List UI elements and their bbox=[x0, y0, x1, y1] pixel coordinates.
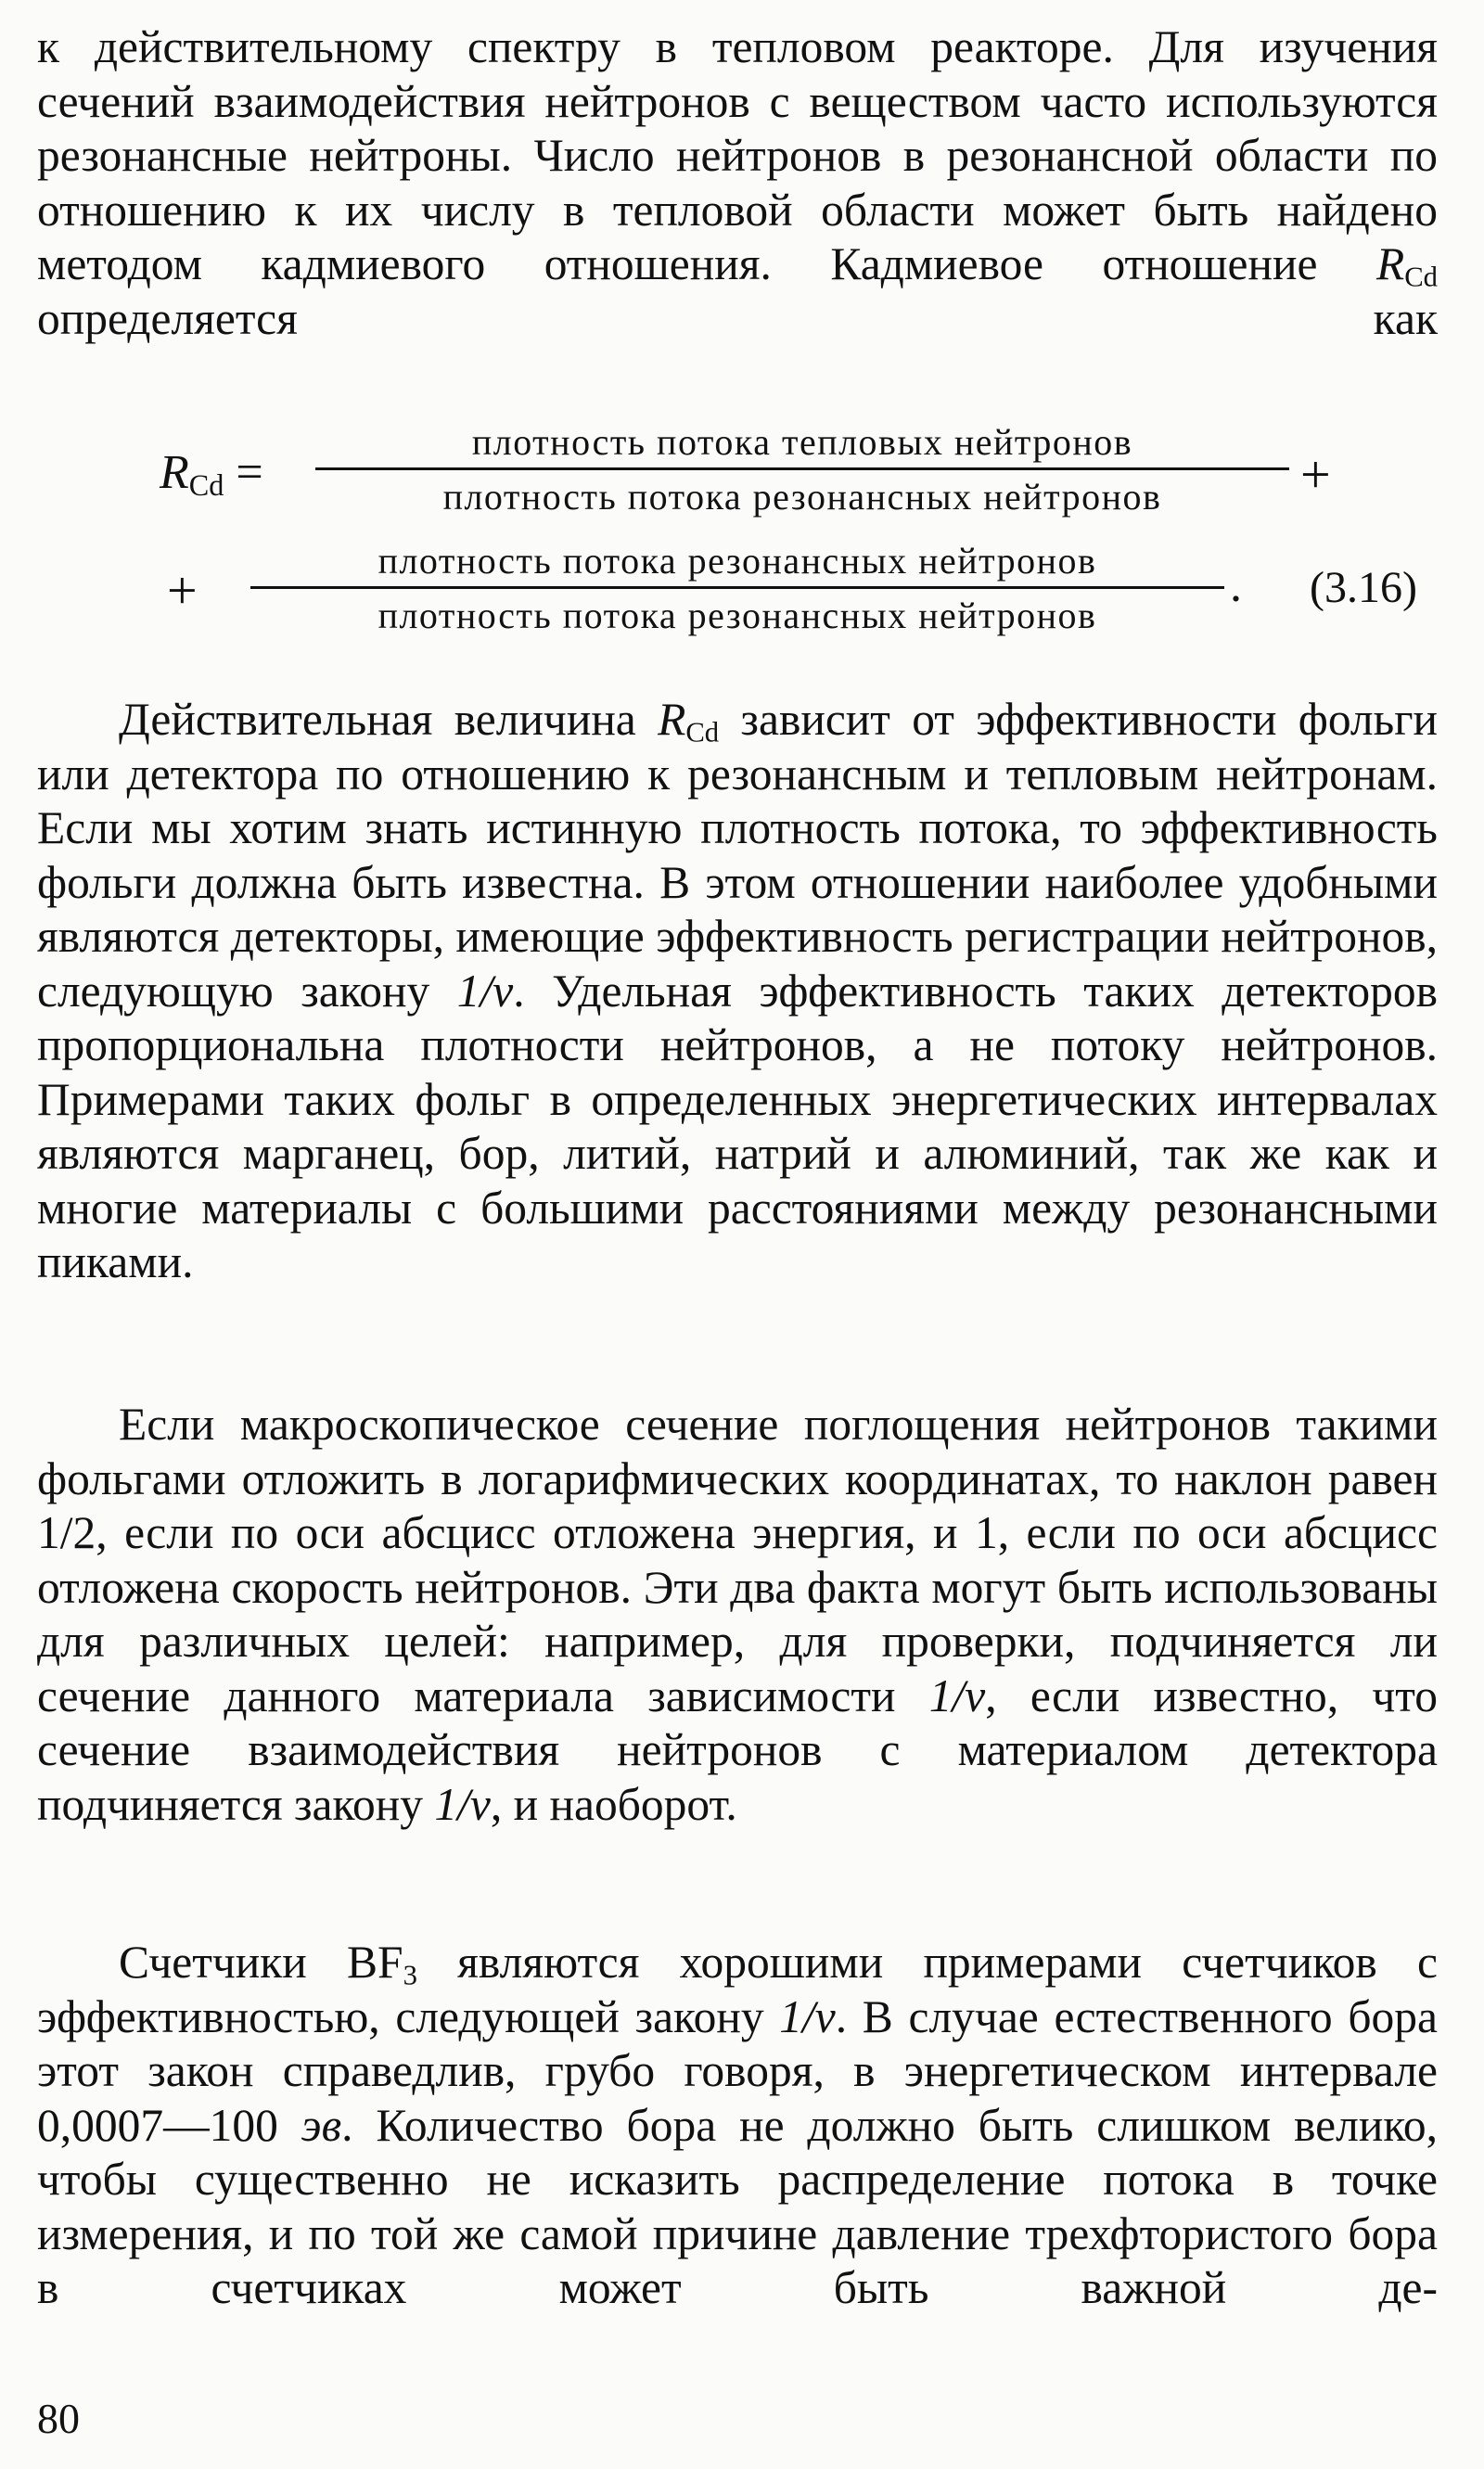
plus-sign-2: + bbox=[167, 560, 198, 620]
r-cd-subscript-2: Cd bbox=[685, 716, 720, 748]
fraction-1-numerator: плотность потока тепловых нейтронов bbox=[471, 421, 1133, 463]
paragraph-3-text-a: Если макроскопическое сечение поглощения нейтронов такими фольгами отложить в логарифмических координатах, то наклон равен 1/2, если по оси абсцисс отложена энергия, и 1, если по оси абсцисс отложена скорость нейтронов. Эти два факта могут быть использованы для различных целей: например, для проверки, подчиняется ли сечение данного материала зависимости bbox=[37, 1399, 1438, 1721]
bf3-subscript: 3 bbox=[403, 1959, 417, 1991]
fraction-resonance-over-resonance bbox=[250, 538, 1224, 639]
r-cd-subscript: Cd bbox=[1404, 261, 1438, 293]
equals-sign: = bbox=[236, 446, 263, 499]
one-over-v-law-2: 1/v bbox=[434, 1778, 491, 1830]
page-number: 80 bbox=[37, 2395, 80, 2442]
paragraph-2 bbox=[37, 693, 1438, 1290]
lhs-subscript: Cd bbox=[188, 468, 224, 503]
fraction-2-numerator: плотность потока резонансных нейтронов bbox=[377, 540, 1097, 582]
fraction-2-bar bbox=[250, 586, 1224, 589]
paragraph-4-text-b: являются хорошими примерами счетчиков с эффективностью, следующей закону bbox=[37, 1937, 1438, 2042]
paragraph-4 bbox=[37, 1936, 1438, 2316]
paragraph-2-text-a: Действительная величина bbox=[119, 694, 659, 745]
fraction-1-denominator: плотность потока резонансных нейтронов bbox=[442, 476, 1162, 518]
fraction-2-denominator: плотность потока резонансных нейтронов bbox=[377, 595, 1097, 636]
equation-3-16 bbox=[0, 419, 1484, 670]
paragraph-1-text-b: определяется как bbox=[37, 292, 1438, 344]
lhs-symbol: R bbox=[160, 446, 189, 499]
paragraph-1 bbox=[37, 20, 1438, 346]
paragraph-2-text-c: . Удельная эффективность таких детекторов пропорциональна плотности нейтронов, а не потоку нейтронов. Примерами таких фольг в определенных энергетических интервалах являются марганец, бор, литий, натрий и алюминий, так же как и многие материалы с большими расстояниями между резонансными пиками. bbox=[37, 965, 1438, 1287]
paragraph-1-text-a: к действительному спектру в тепловом реакторе. Для изучения сечений взаимодействия нейтронов с веществом часто используются резонансные нейтроны. Число нейтронов в резонансной области по отношению к их числу в тепловой области может быть найдено методом кадмиевого отношения. Кадмиевое отношение bbox=[37, 21, 1438, 289]
one-over-v-law: 1/v bbox=[456, 965, 514, 1017]
paragraph-4-text-c: . В случае естественного бора этот закон справедлив, грубо говоря, в энергетическом интервале 0,0007—100 bbox=[37, 1990, 1438, 2151]
r-cd-symbol: R bbox=[1375, 238, 1405, 289]
equation-end-period: . bbox=[1230, 559, 1242, 612]
paragraph-2-text-b: зависит от эффективности фольги или детектора по отношению к резонансным и тепловым нейтронам. Если мы хотим знать истинную плотность потока, то эффективность фольги должна быть известна. В этом отношении наиболее удобными являются детекторы, имеющие эффективность регистрации нейтронов, следующую закону bbox=[37, 694, 1438, 1017]
paragraph-3-text-c: , и наоборот. bbox=[490, 1778, 737, 1830]
fraction-1-bar bbox=[315, 467, 1289, 470]
one-over-v-law-3: 1/v bbox=[779, 1990, 836, 2042]
paragraph-3-text-b: , если известно, что сечение взаимодействия нейтронов с материалом детектора подчиняется закону bbox=[37, 1669, 1438, 1830]
fraction-thermal-over-resonance bbox=[315, 419, 1289, 520]
paragraph-4-text-a: Счетчики BF bbox=[119, 1937, 403, 1988]
paragraph-4-text-d: . Количество бора не должно быть слишком велико, чтобы существенно не исказить распределение потока в точке измерения, и по той же самой причине давление трехфтористого бора в счетчиках может быть важной де- bbox=[37, 2099, 1438, 2313]
equation-number: (3.16) bbox=[1310, 563, 1417, 612]
equation-lhs bbox=[160, 445, 263, 501]
r-cd-symbol-2: R bbox=[658, 694, 686, 745]
plus-sign-1: + bbox=[1300, 444, 1331, 505]
paragraph-3 bbox=[37, 1398, 1438, 1832]
energy-unit: эв bbox=[301, 2099, 342, 2151]
one-over-v-law-1: 1/v bbox=[928, 1669, 986, 1721]
